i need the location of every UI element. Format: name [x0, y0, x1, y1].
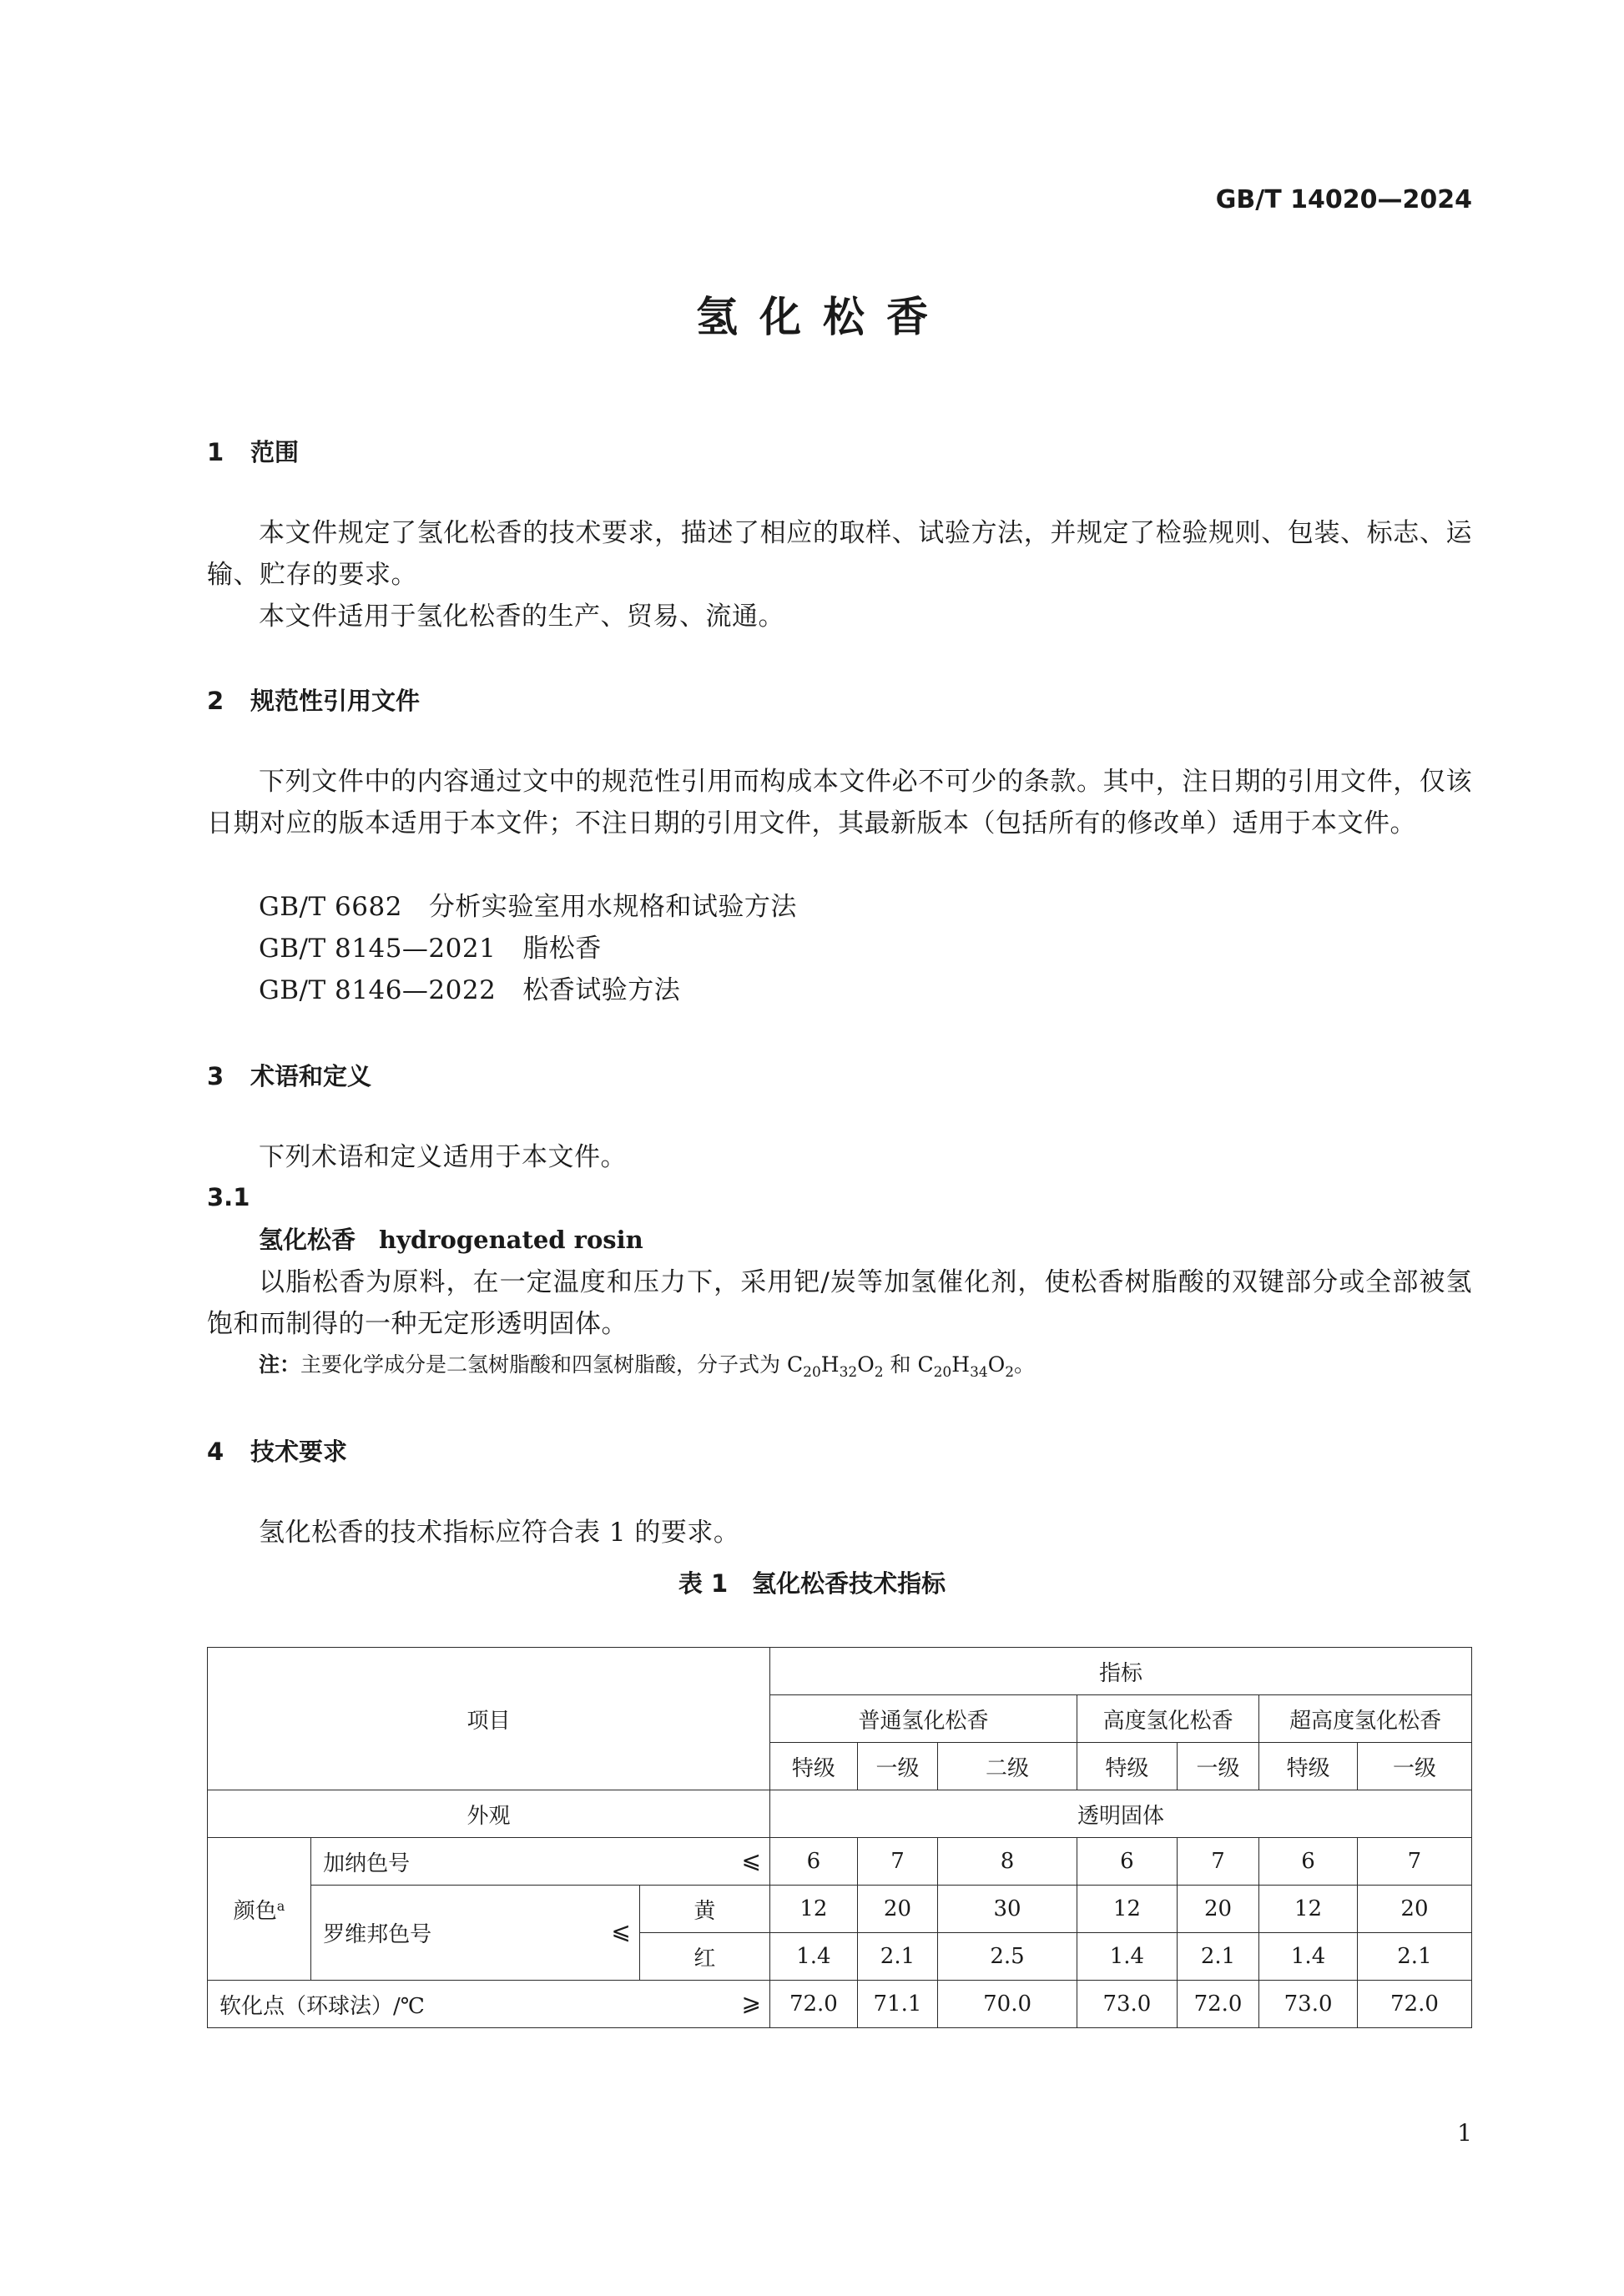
reference-code: GB/T 8146—2022 [259, 975, 497, 1005]
table-cell: 2.5 [938, 1933, 1077, 1981]
document-title: 氢化松香 [696, 293, 950, 341]
reference-title: 脂松香 [522, 934, 602, 964]
term-chinese: 氢化松香 [259, 1226, 356, 1254]
reference-code: GB/T 6682 [259, 892, 402, 922]
table-cell: 1.4 [1259, 1933, 1358, 1981]
table-cell: 8 [938, 1838, 1077, 1886]
table-cell: 1.4 [1077, 1933, 1178, 1981]
note-text: 和 [890, 1352, 911, 1377]
header-group-ultra: 超高度氢化松香 [1259, 1695, 1472, 1743]
table-cell: 72.0 [769, 1981, 857, 2028]
reference-item [259, 928, 602, 969]
section-2-paragraph-1: 下列文件中的内容通过文中的规范性引用而构成本文件必不可少的条款。其中，注日期的引用文件，仅该日期对应的版本适用于本文件；不注日期的引用文件，其最新版本（包括所有的修改单）适用于本文件。 [207, 767, 1472, 838]
formula-1: $C_{20}H_{32}O_2$ [786, 1352, 884, 1381]
table-cell: 20 [1357, 1886, 1471, 1933]
reference-code: GB/T 8145—2021 [259, 934, 497, 964]
section-title: 范围 [250, 438, 300, 466]
section-number: 3 [207, 1062, 224, 1090]
reference-title: 松香试验方法 [522, 975, 681, 1005]
section-title: 技术要求 [250, 1438, 348, 1466]
header-item: 项目 [208, 1648, 770, 1790]
reference-item [259, 969, 680, 1011]
table-cell: 7 [857, 1838, 937, 1886]
section-1-paragraph-1: 本文件规定了氢化松香的技术要求，描述了相应的取样、试验方法，并规定了检验规则、包装、标志、运输、贮存的要求。 [207, 518, 1472, 590]
table-cell: 6 [1259, 1838, 1358, 1886]
page-number: 1 [1457, 2119, 1472, 2147]
term-definition: 以脂松香为原料，在一定温度和压力下，采用钯/炭等加氢催化剂，使松香树脂酸的双键部分或全部被氢饱和而制得的一种无定形透明固体。 [207, 1267, 1472, 1339]
header-grade: 二级 [938, 1743, 1077, 1790]
table-cell: 12 [1259, 1886, 1358, 1933]
table-cell: 7 [1177, 1838, 1258, 1886]
less-equal-icon: ⩽ [611, 1917, 631, 1945]
row-appearance-value: 透明固体 [769, 1790, 1471, 1838]
term-title [259, 1221, 643, 1256]
table-cell: 30 [938, 1886, 1077, 1933]
header-grade: 特级 [1259, 1743, 1358, 1790]
table-cell: 6 [1077, 1838, 1178, 1886]
table-cell: 6 [769, 1838, 857, 1886]
header-grade: 一级 [1177, 1743, 1258, 1790]
reference-item [259, 886, 797, 928]
table-cell: 1.4 [769, 1933, 857, 1981]
table-cell: 73.0 [1077, 1981, 1178, 2028]
reference-title: 分析实验室用水规格和试验方法 [428, 892, 797, 922]
header-group-high: 高度氢化松香 [1077, 1695, 1259, 1743]
row-yellow-label: 黄 [639, 1886, 769, 1933]
spec-table [207, 1647, 1472, 2028]
section-3-paragraph-1: 下列术语和定义适用于本文件。 [259, 1142, 627, 1172]
note-label: 注： [259, 1352, 301, 1377]
header-grade: 一级 [857, 1743, 937, 1790]
term-number: 3.1 [207, 1183, 250, 1211]
table-cell: 2.1 [1177, 1933, 1258, 1981]
section-2-heading [207, 682, 420, 717]
section-1-paragraph-2: 本文件适用于氢化松香的生产、贸易、流通。 [259, 602, 784, 632]
table-cell: 7 [1357, 1838, 1471, 1886]
section-number: 4 [207, 1438, 224, 1466]
header-grade: 一级 [1357, 1743, 1471, 1790]
standard-code: GB/T 14020—2024 [1215, 185, 1472, 214]
header-grade: 特级 [1077, 1743, 1178, 1790]
section-3-heading [207, 1058, 371, 1092]
row-red-label: 红 [639, 1933, 769, 1981]
section-4-paragraph-1: 氢化松香的技术指标应符合表 1 的要求。 [259, 1518, 740, 1548]
formula-2: $C_{20}H_{34}O_2$ [917, 1352, 1015, 1381]
note-text: 主要化学成分是二氢树脂酸和四氢树脂酸，分子式为 [300, 1352, 781, 1377]
table-cell: 73.0 [1259, 1981, 1358, 2028]
header-group-normal: 普通氢化松香 [769, 1695, 1077, 1743]
table-cell: 72.0 [1177, 1981, 1258, 2028]
note-text: 。 [1014, 1352, 1036, 1377]
row-lovibond-label: 罗维邦色号 ⩽ [311, 1886, 640, 1981]
header-index: 指标 [769, 1648, 1471, 1695]
section-title: 规范性引用文件 [250, 687, 421, 715]
table-cell: 12 [1077, 1886, 1178, 1933]
row-color-label: 颜色$^a$ [208, 1838, 311, 1981]
less-equal-icon: ⩽ [741, 1845, 761, 1874]
table-cell: 2.1 [857, 1933, 937, 1981]
header-grade: 特级 [769, 1743, 857, 1790]
term-note [259, 1348, 1036, 1381]
section-number: 2 [207, 687, 224, 715]
table-cell: 2.1 [1357, 1933, 1471, 1981]
section-4-heading [207, 1433, 347, 1468]
row-softening-label: 软化点（环球法）/℃ ⩾ [208, 1981, 770, 2028]
section-number: 1 [207, 438, 224, 466]
table-caption: 表 1 氢化松香技术指标 [678, 1569, 946, 1598]
section-title: 术语和定义 [250, 1062, 372, 1090]
section-1-heading [207, 434, 299, 468]
row-gardner-label: 加纳色号 ⩽ [311, 1838, 770, 1886]
greater-equal-icon: ⩾ [741, 1988, 761, 2017]
table-cell: 20 [1177, 1886, 1258, 1933]
table-cell: 12 [769, 1886, 857, 1933]
row-appearance-label: 外观 [208, 1790, 770, 1838]
table-cell: 20 [857, 1886, 937, 1933]
table-cell: 72.0 [1357, 1981, 1471, 2028]
table-cell: 71.1 [857, 1981, 937, 2028]
footnote-mark: a [276, 1897, 285, 1914]
table-cell: 70.0 [938, 1981, 1077, 2028]
term-english: hydrogenated rosin [379, 1226, 643, 1254]
